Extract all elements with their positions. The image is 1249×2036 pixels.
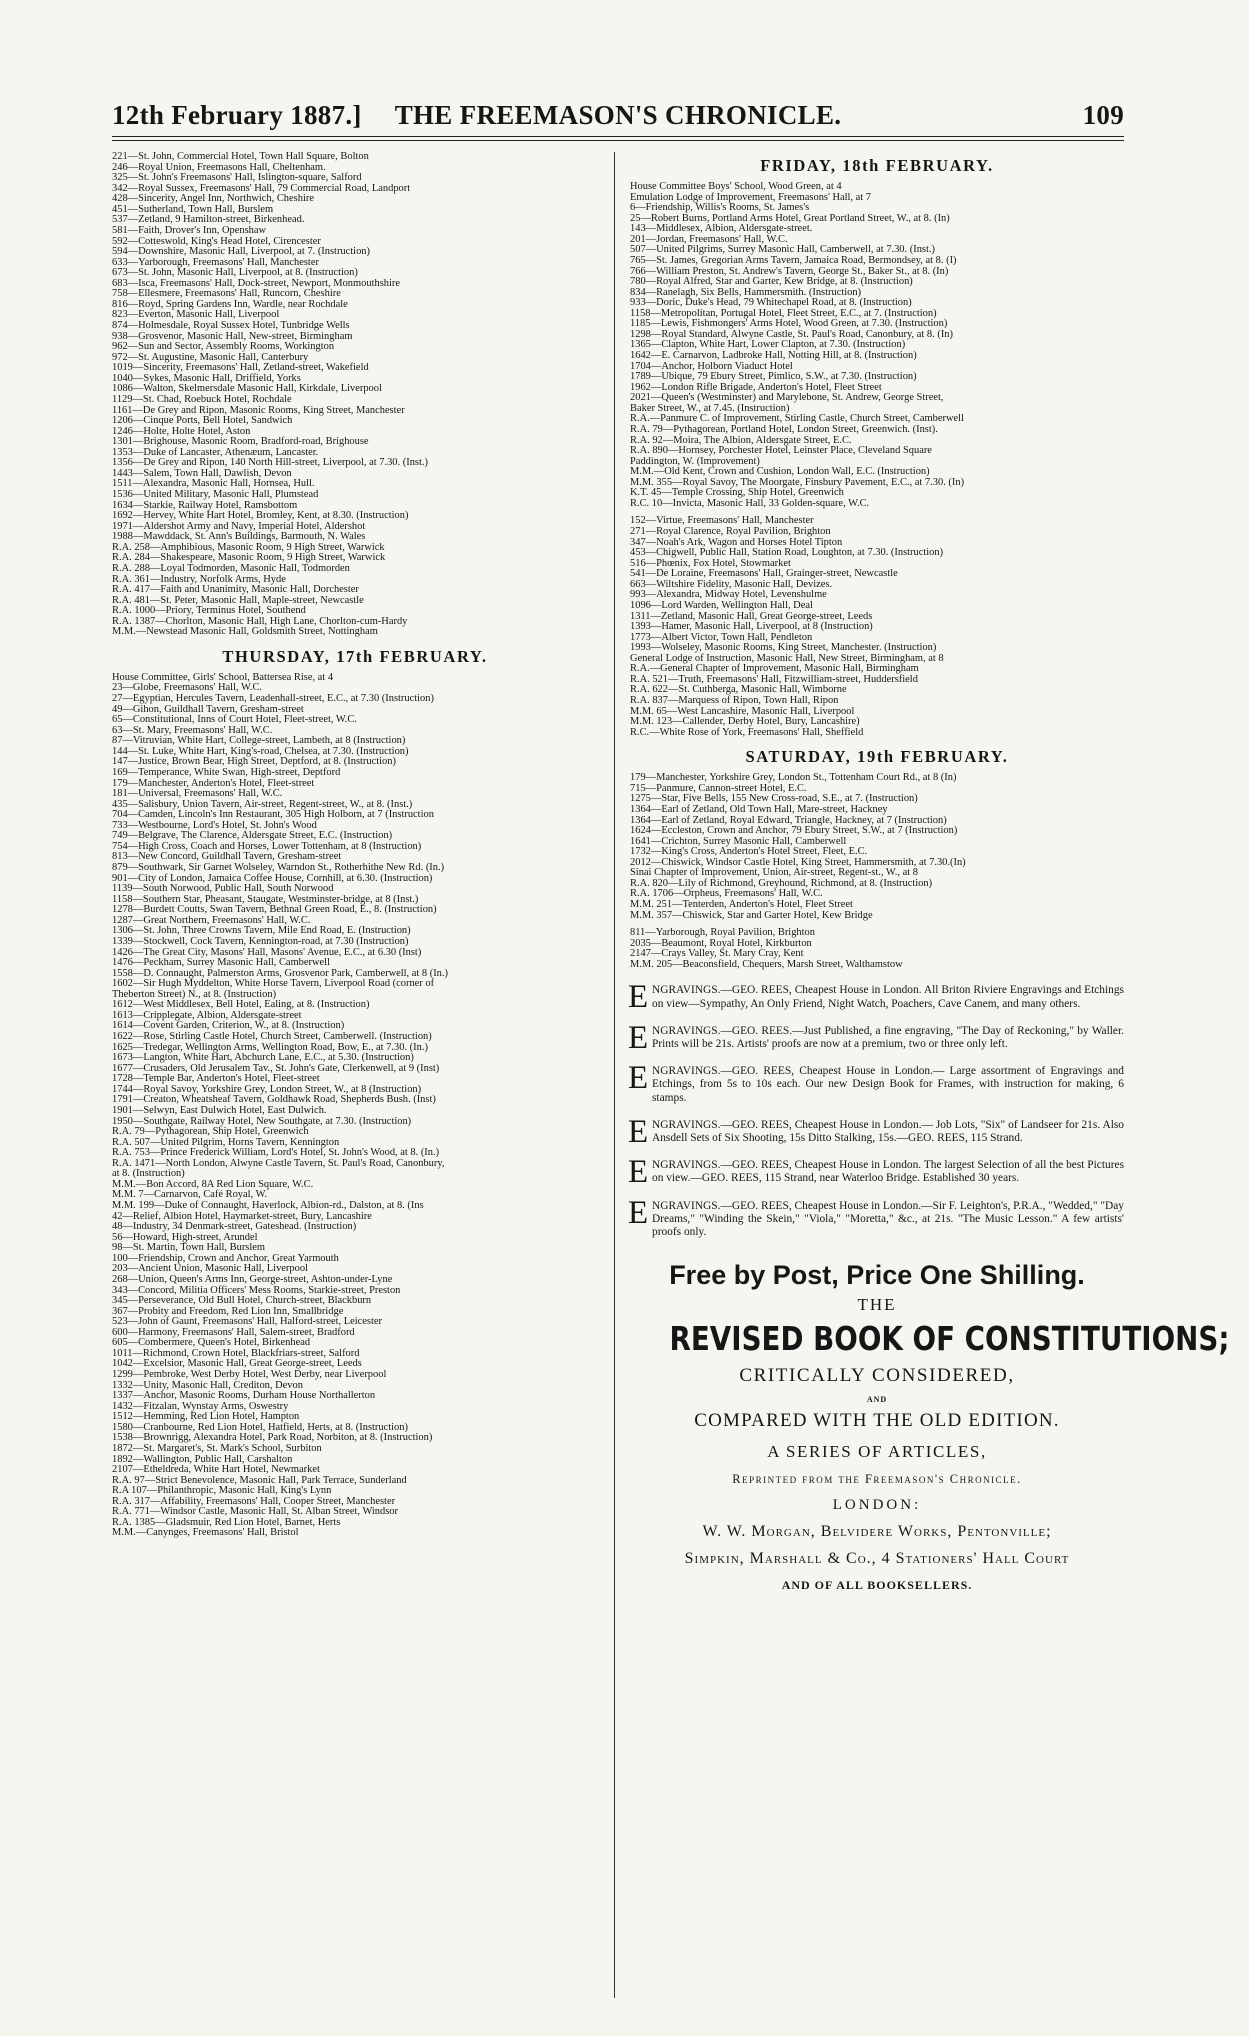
lodge-entry: 537—Zetland, 9 Hamilton-street, Birkenhead. bbox=[112, 214, 305, 226]
lodge-entry: 993—Alexandra, Midway Hotel, Levenshulme bbox=[630, 589, 827, 601]
lodge-entry: 453—Chigwell, Public Hall, Station Road, Loughton, at 7.30. (Instruction) bbox=[630, 547, 944, 559]
lodge-entry: 704—Camden, Lincoln's Inn Restaurant, 305 High Holborn, at 7 (Instruction bbox=[112, 809, 434, 821]
lodge-entry: R.A. 1387—Chorlton, Masonic Hall, High Lane, Chorlton-cum-Hardy bbox=[112, 615, 408, 627]
lodge-entry: Emulation Lodge of Improvement, Freemasons' Hall, at 7 bbox=[630, 191, 872, 203]
lodge-entry: at 8. (Instruction) bbox=[112, 1168, 185, 1180]
lodge-entry: R.A. 97—Strict Benevolence, Masonic Hall, Park Terrace, Sunderland bbox=[112, 1474, 407, 1486]
lodge-entry: Theberton Street) N., at 8. (Instruction) bbox=[112, 988, 277, 1000]
lodge-entry: 780—Royal Alfred, Star and Garter, Kew Bridge, at 8. (Instruction) bbox=[630, 276, 913, 288]
lodge-entry: 541—De Loraine, Freemasons' Hall, Grainger-street, Newcastle bbox=[630, 568, 898, 580]
ad-text: NGRAVINGS.—GEO. REES, Cheapest House in London.— Large assortment of Engravings and Etchings, from 5s to 10s each. Our new Design Book for Frames, with instruction for making, 6 stamps. bbox=[652, 1065, 1124, 1104]
drop-cap: E bbox=[628, 1019, 649, 1056]
lodge-entry: 813—New Concord, Guildhall Tavern, Gresham-street bbox=[112, 851, 342, 863]
lodge-entry: 6—Friendship, Willis's Rooms, St. James's bbox=[630, 202, 810, 214]
lodge-entry: House Committee Boys' School, Wood Green, at 4 bbox=[630, 181, 842, 192]
lodge-entry: 1042—Excelsior, Masonic Hall, Great George-street, Leeds bbox=[112, 1358, 362, 1370]
thursday-lodge-list bbox=[112, 673, 598, 1539]
lodge-entry: 1356—De Grey and Ripon, 140 North Hill-street, Liverpool, at 7.30. (Inst.) bbox=[112, 457, 428, 469]
ad-text: NGRAVINGS.—GEO. REES, Cheapest House in London. All Briton Riviere Engravings and Etchings on view—Sympathy, An Only Friend, Night Watch, Poachers, Cave Canem, and many others. bbox=[652, 984, 1124, 1010]
lodge-entry: 1642—E. Carnarvon, Ladbroke Hall, Notting Hill, at 8. (Instruction) bbox=[630, 350, 917, 361]
lodge-entry: 874—Holmesdale, Royal Sussex Hotel, Tunbridge Wells bbox=[112, 320, 350, 331]
lodge-entry: 1950—Southgate, Railway Hotel, New Southgate, at 7.30. (Instruction) bbox=[112, 1115, 412, 1127]
ad-text: NGRAVINGS.—GEO. REES, Cheapest House in London.—Sir F. Leighton's, P.R.A., "Wedded," "Day Dreams," "Winding the Skein," "Viola," "Moretta," &c., at 21s. "The Music Lesson." A few artists' proofs only. bbox=[652, 1199, 1124, 1239]
lodge-entry: 345—Perseverance, Old Bull Hotel, Church-street, Blackburn bbox=[112, 1295, 372, 1307]
lodge-entry: 1732—King's Cross, Anderton's Hotel Street, Fleet, E.C. bbox=[630, 846, 868, 858]
lodge-entry: R.A. 1471—North London, Alwyne Castle Tavern, St. Paul's Road, Canonbury, bbox=[112, 1157, 445, 1169]
lodge-entry: 2035—Beaumont, Royal Hotel, Kirkburton bbox=[630, 937, 812, 949]
lodge-entry: 1129—St. Chad, Roebuck Hotel, Rochdale bbox=[112, 393, 292, 405]
lodge-entry: 766—William Preston, St. Andrew's Tavern, George St., Baker St., at 8. (In) bbox=[630, 265, 949, 277]
lodge-entry: 1704—Anchor, Holborn Viaduct Hotel bbox=[630, 360, 793, 372]
lodge-entry: R.C.—White Rose of York, Freemasons' Hall, Sheffield bbox=[630, 726, 864, 738]
book-reprinted: Reprinted from the Freemason's Chronicle. bbox=[732, 1472, 1022, 1487]
book-publisher-1: W. W. Morgan, Belvidere Works, Pentonville; bbox=[702, 1523, 1052, 1541]
book-the: THE bbox=[857, 1295, 897, 1315]
lodge-entry: 1306—St. John, Three Crowns Tavern, Mile End Road, E. (Instruction) bbox=[112, 925, 411, 937]
lodge-entry: 1872—St. Margaret's, St. Mark's School, Surbiton bbox=[112, 1442, 322, 1454]
drop-cap: E bbox=[628, 1060, 649, 1097]
lodge-entry: 1773—Albert Victor, Town Hall, Pendleton bbox=[630, 631, 813, 643]
lodge-entry: 1613—Cripplegate, Albion, Aldersgate-street bbox=[112, 1009, 302, 1021]
lodge-entry: 1364—Earl of Zetland, Old Town Hall, Mare-street, Hackney bbox=[630, 803, 888, 815]
lodge-entry: M.M. 357—Chiswick, Star and Garter Hotel, Kew Bridge bbox=[630, 909, 873, 921]
lodge-entry: 1624—Eccleston, Crown and Anchor, 79 Ebury Street, S.W., at 7 (Instruction) bbox=[630, 825, 958, 837]
lodge-entry: 1246—Holte, Holte Hotel, Aston bbox=[112, 425, 251, 437]
lodge-entry: 271—Royal Clarence, Royal Pavilion, Brighton bbox=[630, 526, 831, 537]
issue-date: 12th February 1887.] bbox=[112, 100, 362, 130]
engraving-ad bbox=[628, 1154, 1124, 1191]
lodge-entry: R.A. 284—Shakespeare, Masonic Room, 9 High Street, Warwick bbox=[112, 552, 386, 564]
lodge-entry: 325—St. John's Freemasons' Hall, Islington-square, Salford bbox=[112, 172, 362, 184]
ad-text: NGRAVINGS.—GEO. REES, Cheapest House in London. The largest Selection of all the best Pictures on view.—GEO. REES, 115 Strand, near Waterloo Bridge. Established 30 years. bbox=[652, 1159, 1124, 1185]
lodge-entry: 23—Globe, Freemasons' Hall, W.C. bbox=[112, 682, 263, 694]
lodge-entry: 1158—Southern Star, Pheasant, Staugate, Westminster-bridge, at 8 (Inst.) bbox=[112, 893, 419, 905]
lodge-entry: 169—Temperance, White Swan, High-street, Deptford bbox=[112, 766, 341, 778]
lodge-entry: 1612—West Middlesex, Bell Hotel, Ealing, at 8. (Instruction) bbox=[112, 999, 370, 1011]
lodge-entry: 507—United Pilgrims, Surrey Masonic Hall, Camberwell, at 7.30. (Inst.) bbox=[630, 244, 935, 256]
lodge-entry: M.M.—Newstead Masonic Hall, Goldsmith Street, Nottingham bbox=[112, 626, 378, 638]
lodge-entry: 147—Justice, Brown Bear, High Street, Deptford, at 8. (Instruction) bbox=[112, 756, 396, 768]
lodge-entry: R.A. 79—Pythagorean, Portland Hotel, London Street, Greenwich. (Inst). bbox=[630, 423, 938, 435]
engraving-ad bbox=[628, 1060, 1124, 1105]
book-subtitle: CRITICALLY CONSIDERED, bbox=[739, 1365, 1015, 1387]
lodge-entry: 605—Combermere, Queen's Hotel, Birkenhead bbox=[112, 1337, 311, 1349]
lodge-entry: 343—Concord, Militia Officers' Mess Rooms, Starkie-street, Preston bbox=[112, 1284, 401, 1296]
lodge-entry: 1536—United Military, Masonic Hall, Plumstead bbox=[112, 489, 319, 500]
lodge-entry: 1901—Selwyn, East Dulwich Hotel, East Dulwich. bbox=[112, 1104, 327, 1116]
lodge-entry: 938—Grosvenor, Masonic Hall, New-street, Birmingham bbox=[112, 330, 353, 342]
lodge-entry: 27—Egyptian, Hercules Tavern, Leadenhall-street, E.C., at 7.30 (Instruction) bbox=[112, 693, 434, 704]
book-london: LONDON: bbox=[832, 1497, 922, 1514]
lodge-entry: M.M. 251—Tenterden, Anderton's Hotel, Fleet Street bbox=[630, 899, 853, 910]
lodge-entry: Paddington, W. (Improvement) bbox=[630, 455, 760, 467]
lodge-entry: 663—Wiltshire Fidelity, Masonic Hall, Devizes. bbox=[630, 578, 833, 590]
lodge-entry: 581—Faith, Drover's Inn, Openshaw bbox=[112, 224, 267, 236]
lodge-entry: 1339—Stockwell, Cock Tavern, Kennington-road, at 7.30 (Instruction) bbox=[112, 935, 409, 947]
book-and: AND bbox=[866, 1395, 888, 1405]
lodge-entry: 811—Yarborough, Royal Pavilion, Brighton bbox=[630, 927, 815, 939]
lodge-entry: 1275—Star, Five Bells, 155 New Cross-road, S.E., at 7. (Instruction) bbox=[630, 793, 918, 805]
lodge-entry: 100—Friendship, Crown and Anchor, Great Yarmouth bbox=[112, 1252, 339, 1264]
lodge-entry: R.A. 622—St. Cuthberga, Masonic Hall, Wimborne bbox=[630, 684, 847, 696]
lodge-entry: Sinai Chapter of Improvement, Union, Air-street, Regent-st., W., at 8 bbox=[630, 867, 918, 879]
lodge-entry: 1511—Alexandra, Masonic Hall, Hornsea, Hull. bbox=[112, 478, 315, 490]
lodge-entry: R.A. 837—Marquess of Ripon, Town Hall, Ripon bbox=[630, 695, 839, 706]
lodge-entry: 1677—Crusaders, Old Jerusalem Tav., St. John's Gate, Clerkenwell, at 9 (Inst) bbox=[112, 1062, 440, 1074]
lodge-entry: 1744—Royal Savoy, Yorkshire Grey, London Street, W., at 8 (Instruction) bbox=[112, 1083, 422, 1095]
lodge-entry: 428—Sincerity, Angel Inn, Northwich, Cheshire bbox=[112, 193, 314, 205]
wednesday-lodge-list bbox=[112, 152, 598, 638]
lodge-entry: R.A. 753—Prince Frederick William, Lord's Hotel, St. John's Wood, at 8. (In.) bbox=[112, 1147, 440, 1159]
lodge-entry: R.A. 507—United Pilgrim, Horns Tavern, Kennington bbox=[112, 1136, 340, 1148]
lodge-entry: R.A. 79—Pythagorean, Ship Hotel, Greenwich bbox=[112, 1126, 309, 1138]
lodge-entry: 673—St. John, Masonic Hall, Liverpool, at 8. (Instruction) bbox=[112, 267, 358, 279]
lodge-entry: 1278—Burdett Coutts, Swan Tavern, Bethnal Green Road, E., 8. (Instruction) bbox=[112, 904, 437, 916]
lodge-entry: 1692—Hervey, White Hart Hotel, Bromley, Kent, at 8.30. (Instruction) bbox=[112, 510, 409, 522]
lodge-entry: 1432—Fitzalan, Wynstay Arms, Oswestry bbox=[112, 1400, 289, 1412]
lodge-entry: 143—Middlesex, Albion, Aldersgate-street. bbox=[630, 223, 813, 235]
book-publisher-2: Simpkin, Marshall & Co., 4 Stationers' Hall Court bbox=[684, 1550, 1070, 1568]
lodge-entry: 2107—Etheldreda, White Hart Hotel, Newmarket bbox=[112, 1464, 320, 1476]
lodge-entry: 1365—Clapton, White Hart, Lower Clapton, at 7.30. (Instruction) bbox=[630, 339, 906, 351]
lodge-entry: 1602—Sir Hugh Myddelton, White Horse Tavern, Liverpool Road (corner of bbox=[112, 978, 435, 990]
lodge-entry: 49—Gihon, Guildhall Tavern, Gresham-street bbox=[112, 703, 304, 715]
lodge-entry: 592—Cotteswold, King's Head Hotel, Cirencester bbox=[112, 235, 321, 247]
lodge-entry: R.A. 521—Truth, Freemasons' Hall, Fitzwilliam-street, Huddersfield bbox=[630, 673, 918, 685]
lodge-entry: 594—Downshire, Masonic Hall, Liverpool, at 7. (Instruction) bbox=[112, 246, 370, 258]
lodge-entry: 1641—Crichton, Surrey Masonic Hall, Camberwell bbox=[630, 835, 847, 847]
lodge-entry: 435—Salisbury, Union Tavern, Air-street, Regent-street, W., at 8. (Inst.) bbox=[112, 798, 413, 810]
lodge-entry: 1476—Peckham, Surrey Masonic Hall, Camberwell bbox=[112, 957, 330, 969]
lodge-entry: R.C. 10—Invicta, Masonic Hall, 33 Golden-square, W.C. bbox=[630, 497, 870, 509]
engraving-ad bbox=[628, 979, 1124, 1016]
lodge-entry: 758—Ellesmere, Freemasons' Hall, Runcorn, Cheshire bbox=[112, 288, 341, 300]
right-column bbox=[628, 152, 1230, 2002]
lodge-entry: 1512—Hemming, Red Lion Hotel, Hampton bbox=[112, 1411, 300, 1423]
lodge-entry: M.M. 7—Carnarvon, Café Royal, W. bbox=[112, 1189, 268, 1201]
drop-cap: E bbox=[628, 1194, 649, 1231]
lodge-entry: 765—St. James, Gregorian Arms Tavern, Jamaica Road, Bermondsey, at 8. (I) bbox=[630, 254, 957, 266]
lodge-entry: 733—Westbourne, Lord's Hotel, St. John's Wood bbox=[112, 819, 317, 831]
lodge-entry: 879—Southwark, Sir Garnet Wolseley, Warndon St., Rotherhithe New Rd. (In.) bbox=[112, 862, 445, 873]
lodge-entry: R.A. 361—Industry, Norfolk Arms, Hyde bbox=[112, 573, 286, 585]
lodge-entry: R.A. 1000—Priory, Terminus Hotel, Southend bbox=[112, 605, 306, 617]
lodge-entry: 201—Jordan, Freemasons' Hall, W.C. bbox=[630, 233, 788, 245]
lodge-entry: 451—Sutherland, Town Hall, Burslem bbox=[112, 203, 274, 215]
lodge-entry: R.A.—Panmure C. of Improvement, Stirling Castle, Church Street, Camberwell bbox=[630, 413, 964, 425]
lodge-entry: 246—Royal Union, Freemasons Hall, Cheltenham. bbox=[112, 161, 326, 173]
engraving-ad bbox=[628, 1194, 1124, 1240]
lodge-entry: 1988—Mawddack, St. Ann's Buildings, Barmouth, N. Wales bbox=[112, 531, 366, 543]
lodge-entry: 65—Constitutional, Inns of Court Hotel, Fleet-street, W.C. bbox=[112, 714, 357, 726]
lodge-entry: 1538—Brownrigg, Alexandra Hotel, Park Road, Norbiton, at 8. (Instruction) bbox=[112, 1432, 433, 1444]
lodge-entry: 25—Robert Burns, Portland Arms Hotel, Great Portland Street, W., at 8. (In) bbox=[630, 212, 950, 224]
book-price: Free by Post, Price One Shilling. bbox=[669, 1260, 1085, 1291]
lodge-entry: 1789—Ubique, 79 Ebury Street, Pimlico, S.W., at 7.30. (Instruction) bbox=[630, 371, 917, 383]
lodge-entry: 152—Virtue, Freemasons' Hall, Manchester bbox=[630, 515, 814, 527]
lodge-entry: 342—Royal Sussex, Freemasons' Hall, 79 Commercial Road, Landport bbox=[112, 182, 411, 194]
header-rule bbox=[112, 136, 1124, 137]
lodge-entry: R.A. 820—Lily of Richmond, Greyhound, Richmond, at 8. (Instruction) bbox=[630, 877, 933, 889]
lodge-entry: 1993—Wolseley, Masonic Rooms, King Street, Manchester. (Instruction) bbox=[630, 642, 937, 654]
lodge-entry: 962—Sun and Sector, Assembly Rooms, Workington bbox=[112, 341, 335, 353]
lodge-entry: M.M.—Old Kent, Crown and Cushion, London Wall, E.C. (Instruction) bbox=[630, 466, 930, 478]
lodge-entry: 179—Manchester, Yorkshire Grey, London St., Tottenham Court Rd., at 8 (In) bbox=[630, 772, 957, 784]
lodge-entry: 1311—Zetland, Masonic Hall, Great George-street, Leeds bbox=[630, 610, 873, 622]
lodge-entry: R.A. 1385—Gladsmuir, Red Lion Hotel, Barnet, Herts bbox=[112, 1516, 341, 1528]
lodge-entry: 181—Universal, Freemasons' Hall, W.C. bbox=[112, 788, 283, 800]
lodge-entry: 203—Ancient Union, Masonic Hall, Liverpool bbox=[112, 1263, 308, 1275]
book-title: REVISED BOOK OF CONSTITUTIONS; bbox=[669, 1319, 1230, 1359]
lodge-entry: 1337—Anchor, Masonic Rooms, Durham House Northallerton bbox=[112, 1390, 376, 1402]
lodge-entry: 823—Everton, Masonic Hall, Liverpool bbox=[112, 309, 280, 321]
lodge-entry: 2147—Crays Valley, St. Mary Cray, Kent bbox=[630, 948, 804, 960]
lodge-entry: 715—Panmure, Cannon-street Hotel, E.C. bbox=[630, 782, 807, 794]
lodge-entry: 87—Vitruvian, White Hart, College-street, Lambeth, at 8 (Instruction) bbox=[112, 735, 406, 747]
ad-text: NGRAVINGS.—GEO. REES, Cheapest House in London.— Job Lots, "Six" of Landseer for 21s. Also Ansdell Sets of Six Shooting, 15s Ditto Stalking, 15s.—GEO. REES, 115 Strand. bbox=[652, 1118, 1124, 1144]
lodge-entry: 1011—Richmond, Crown Hotel, Blackfriars-street, Salford bbox=[112, 1347, 360, 1359]
lodge-entry: 1393—Hamer, Masonic Hall, Liverpool, at 8 (Instruction) bbox=[630, 621, 873, 633]
lodge-entry: 98—St. Martin, Town Hall, Burslem bbox=[112, 1242, 266, 1254]
saturday-lodge-list bbox=[630, 773, 1124, 970]
lodge-entry: M.M. 65—West Lancashire, Masonic Hall, Liverpool bbox=[630, 705, 855, 717]
lodge-entry: R.A. 288—Loyal Todmorden, Masonic Hall, Todmorden bbox=[112, 562, 350, 574]
lodge-entry: 1728—Temple Bar, Anderton's Hotel, Fleet-street bbox=[112, 1073, 320, 1085]
lodge-entry: 144—St. Luke, White Hart, King's-road, Chelsea, at 7.30. (Instruction) bbox=[112, 745, 409, 757]
drop-cap: E bbox=[628, 1113, 649, 1150]
lodge-entry: 1161—De Grey and Ripon, Masonic Rooms, King Street, Manchester bbox=[112, 404, 405, 416]
lodge-entry: M.M.—Canynges, Freemasons' Hall, Bristol bbox=[112, 1527, 299, 1539]
lodge-entry: 1287—Great Northern, Freemasons' Hall, W.C. bbox=[112, 914, 311, 926]
column-divider bbox=[614, 152, 615, 1998]
lodge-entry: 1206—Cinque Ports, Bell Hotel, Sandwich bbox=[112, 415, 293, 427]
lodge-entry: 347—Noah's Ark, Wagon and Horses Hotel Tipton bbox=[630, 536, 843, 548]
lodge-entry: 1971—Aldershot Army and Navy, Imperial Hotel, Aldershot bbox=[112, 520, 366, 532]
lodge-entry: 749—Belgrave, The Clarence, Aldersgate Street, E.C. (Instruction) bbox=[112, 830, 393, 842]
header-rule-thin bbox=[112, 140, 1124, 141]
engraving-ad bbox=[628, 1019, 1124, 1056]
lodge-entry: 1298—Royal Standard, Alwyne Castle, St. Paul's Road, Canonbury, at 8. (In) bbox=[630, 328, 953, 340]
book-compared: COMPARED WITH THE OLD EDITION. bbox=[694, 1410, 1060, 1432]
lodge-entry: R.A. 417—Faith and Unanimity, Masonic Hall, Dorchester bbox=[112, 584, 359, 596]
lodge-entry: 1185—Lewis, Fishmongers' Arms Hotel, Wood Green, at 7.30. (Instruction) bbox=[630, 318, 948, 330]
lodge-entry: 48—Industry, 34 Denmark-street, Gateshead. (Instruction) bbox=[112, 1221, 357, 1233]
lodge-entry: 1086—Walton, Skelmersdale Masonic Hall, Kirkdale, Liverpool bbox=[112, 383, 382, 395]
lodge-entry: 179—Manchester, Anderton's Hotel, Fleet-street bbox=[112, 777, 315, 789]
lodge-entry: K.T. 45—Temple Crossing, Ship Hotel, Greenwich bbox=[630, 487, 844, 499]
lodge-entry: 221—St. John, Commercial Hotel, Town Hall Square, Bolton bbox=[112, 151, 369, 162]
lodge-entry: 972—St. Augustine, Masonic Hall, Canterbury bbox=[112, 351, 309, 363]
engravings-advertisements bbox=[628, 979, 1124, 1239]
ad-text: NGRAVINGS.—GEO. REES.—Just Published, a fine engraving, "The Day of Reckoning," by Waller. Prints will be 21s. Artists' proofs are now at a premium, two or three only left. bbox=[652, 1024, 1124, 1050]
lodge-entry: 1625—Tredegar, Wellington Arms, Wellington Road, Bow, E., at 7.30. (In.) bbox=[112, 1041, 428, 1053]
lodge-entry: 1673—Langton, White Hart, Abchurch Lane, E.C., at 5.30. (Instruction) bbox=[112, 1052, 414, 1064]
lodge-entry: 1158—Metropolitan, Portugal Hotel, Fleet Street, E.C., at 7. (Instruction) bbox=[630, 307, 937, 319]
lodge-entry: 1332—Unity, Masonic Hall, Crediton, Devon bbox=[112, 1379, 303, 1391]
friday-heading: FRIDAY, 18th FEBRUARY. bbox=[760, 156, 994, 175]
drop-cap: E bbox=[628, 1154, 649, 1191]
book-publisher-3: AND OF ALL BOOKSELLERS. bbox=[781, 1578, 973, 1593]
lodge-entry: 42—Relief, Albion Hotel, Haymarket-street, Bury, Lancashire bbox=[112, 1210, 372, 1222]
lodge-entry: 2021—Queen's (Westminster) and Marylebone, St. Andrew, George Street, bbox=[630, 392, 944, 404]
engraving-ad bbox=[628, 1113, 1124, 1150]
lodge-entry: 523—John of Gaunt, Freemasons' Hall, Halford-street, Leicester bbox=[112, 1316, 382, 1328]
lodge-entry: 1892—Wallington, Public Hall, Carshalton bbox=[112, 1453, 293, 1465]
friday-lodge-list bbox=[630, 182, 1124, 738]
book-series: A SERIES OF ARTICLES, bbox=[767, 1442, 987, 1462]
lodge-entry: M.M.—Bon Accord, 8A Red Lion Square, W.C. bbox=[112, 1178, 314, 1190]
lodge-entry: R.A. 92—Moira, The Albion, Aldersgate Street, E.C. bbox=[630, 434, 852, 446]
lodge-entry: 901—City of London, Jamaica Coffee House, Cornhill, at 6.30. (Instruction) bbox=[112, 872, 433, 884]
lodge-entry: M.M. 205—Beaconsfield, Chequers, Marsh Street, Walthamstow bbox=[630, 958, 903, 970]
lodge-entry: 1040—Sykes, Masonic Hall, Driffield, Yorks bbox=[112, 372, 301, 384]
drop-cap: E bbox=[628, 979, 649, 1016]
lodge-entry: House Committee, Girls' School, Battersea Rise, at 4 bbox=[112, 671, 334, 683]
lodge-entry: 1019—Sincerity, Freemasons' Hall, Zetland-street, Wakefield bbox=[112, 362, 369, 374]
lodge-entry: M.M. 199—Duke of Connaught, Haverlock, Albion-rd., Dalston, at 8. (Ins bbox=[112, 1200, 424, 1211]
lodge-entry: M.M. 355—Royal Savoy, The Moorgate, Finsbury Pavement, E.C., at 7.30. (In) bbox=[630, 476, 965, 488]
lodge-entry: R.A 107—Philanthropic, Masonic Hall, King's Lynn bbox=[112, 1485, 332, 1497]
lodge-entry: 367—Probity and Freedom, Red Lion Inn, Smallbridge bbox=[112, 1305, 344, 1317]
lodge-entry: 1364—Earl of Zetland, Royal Edward, Triangle, Hackney, at 7 (Instruction) bbox=[630, 814, 947, 826]
lodge-entry: R.A. 317—Affability, Freemasons' Hall, Cooper Street, Manchester bbox=[112, 1495, 396, 1507]
lodge-entry: 683—Isca, Freemasons' Hall, Dock-street, Newport, Monmouthshire bbox=[112, 277, 400, 289]
lodge-entry: 516—Phœnix, Fox Hotel, Stowmarket bbox=[630, 557, 791, 569]
lodge-entry: General Lodge of Instruction, Masonic Hall, New Street, Birmingham, at 8 bbox=[630, 652, 944, 664]
lodge-entry: 1580—Cranbourne, Red Lion Hotel, Hatfield, Herts, at 8. (Instruction) bbox=[112, 1421, 408, 1433]
lodge-entry: 834—Ranelagh, Six Bells, Hammersmith. (Instruction) bbox=[630, 286, 862, 298]
lodge-entry: 63—St. Mary, Freemasons' Hall, W.C. bbox=[112, 724, 273, 736]
lodge-entry: 1426—The Great City, Masons' Hall, Masons' Avenue, E.C., at 6.30 (Inst) bbox=[112, 946, 422, 958]
lodge-entry: 1791—Creaton, Wheatsheaf Tavern, Goldhawk Road, Shepherds Bush. (Inst) bbox=[112, 1094, 436, 1106]
lodge-entry: 933—Doric, Duke's Head, 79 Whitechapel Road, at 8. (Instruction) bbox=[630, 297, 912, 309]
lodge-entry: 1558—D. Connaught, Palmerston Arms, Grosvenor Park, Camberwell, at 8 (In.) bbox=[112, 967, 448, 979]
lodge-entry: 1301—Brighouse, Masonic Room, Bradford-road, Brighouse bbox=[112, 436, 369, 448]
lodge-entry: 1634—Starkie, Railway Hotel, Ramsbottom bbox=[112, 499, 298, 511]
lodge-entry: 56—Howard, High-street, Arundel bbox=[112, 1231, 258, 1243]
page-header bbox=[112, 96, 1124, 136]
lodge-entry: R.A. 1706—Orpheus, Freemasons' Hall, W.C. bbox=[630, 888, 823, 900]
masthead-title: THE FREEMASON'S CHRONICLE. bbox=[394, 100, 842, 130]
lodge-entry: R.A. 258—Amphibious, Masonic Room, 9 High Street, Warwick bbox=[112, 541, 385, 553]
thursday-heading: THURSDAY, 17th FEBRUARY. bbox=[222, 646, 488, 666]
lodge-entry: 1353—Duke of Lancaster, Athenæum, Lancaster. bbox=[112, 446, 319, 458]
saturday-heading: SATURDAY, 19th FEBRUARY. bbox=[745, 747, 1009, 767]
lodge-entry: 1096—Lord Warden, Wellington Hall, Deal bbox=[630, 599, 813, 611]
lodge-entry: 633—Yarborough, Freemasons' Hall, Manchester bbox=[112, 256, 319, 268]
lodge-entry: M.M. 123—Callender, Derby Hotel, Bury, Lancashire) bbox=[630, 716, 860, 728]
lodge-entry: 1962—London Rifle Brigade, Anderton's Hotel, Fleet Street bbox=[630, 381, 882, 393]
book-advertisement bbox=[630, 1259, 1230, 1593]
lodge-entry: 1614—Covent Garden, Criterion, W., at 8. (Instruction) bbox=[112, 1020, 345, 1032]
lodge-entry: R.A.—General Chapter of Improvement, Masonic Hall, Birmingham bbox=[630, 663, 919, 675]
page-number: 109 bbox=[1082, 100, 1124, 130]
lodge-entry: 754—High Cross, Coach and Horses, Lower Tottenham, at 8 (Instruction) bbox=[112, 840, 422, 852]
lodge-entry: R.A. 771—Windsor Castle, Masonic Hall, St. Alban Street, Windsor bbox=[112, 1506, 398, 1518]
lodge-entry: Baker Street, W., at 7.45. (Instruction) bbox=[630, 402, 790, 414]
lodge-entry: 2012—Chiswick, Windsor Castle Hotel, King Street, Hammersmith, at 7.30.(In) bbox=[630, 856, 966, 868]
lodge-entry: 1299—Pembroke, West Derby Hotel, West Derby, near Liverpool bbox=[112, 1369, 387, 1380]
lodge-entry: R.A. 890—Hornsey, Porchester Hotel, Leinster Place, Cleveland Square bbox=[630, 445, 932, 457]
lodge-entry: R.A. 481—St. Peter, Masonic Hall, Maple-street, Newcastle bbox=[112, 594, 364, 606]
lodge-entry: 1443—Salem, Town Hall, Dawlish, Devon bbox=[112, 467, 292, 479]
lodge-entry: 268—Union, Queen's Arms Inn, George-street, Ashton-under-Lyne bbox=[112, 1273, 393, 1285]
lodge-entry: 600—Harmony, Freemasons' Hall, Salem-street, Bradford bbox=[112, 1326, 355, 1338]
lodge-entry: 1139—South Norwood, Public Hall, South Norwood bbox=[112, 883, 334, 895]
left-column bbox=[112, 152, 598, 2002]
lodge-entry: 816—Royd, Spring Gardens Inn, Wardle, near Rochdale bbox=[112, 298, 348, 310]
lodge-entry: 1622—Rose, Stirling Castle Hotel, Church Street, Camberwell. (Instruction) bbox=[112, 1031, 432, 1042]
